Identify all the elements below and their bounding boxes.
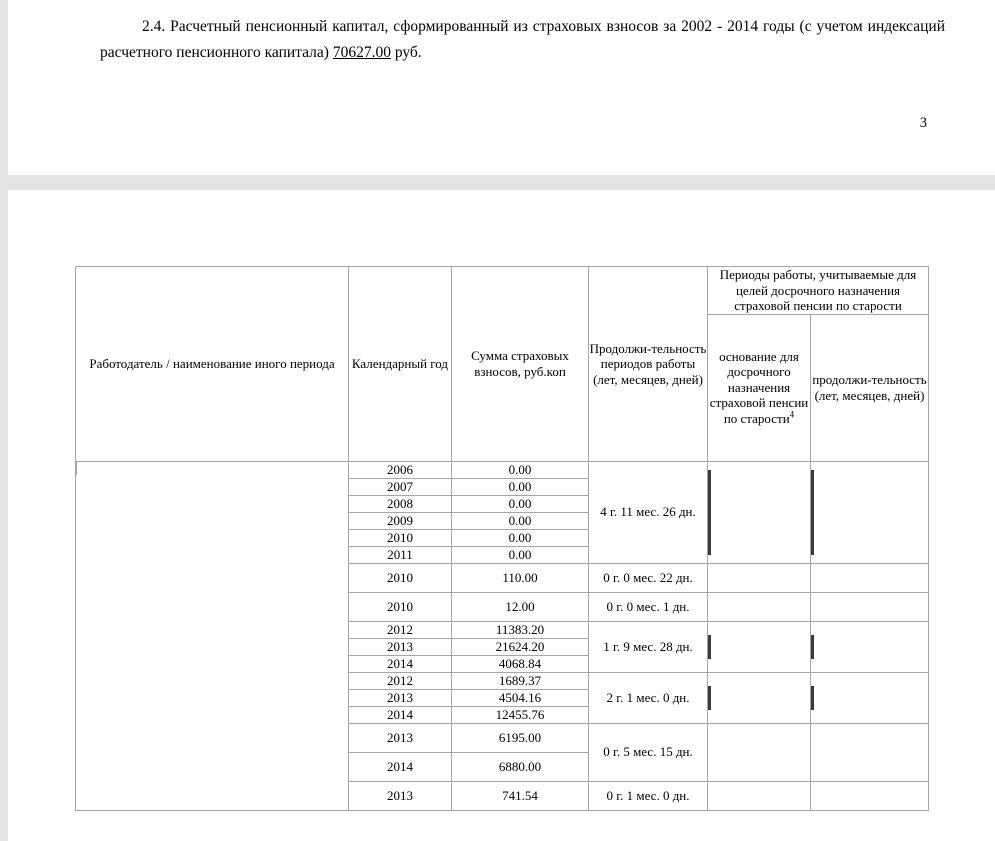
cell-duration: 2 г. 1 мес. 0 дн. [589, 672, 708, 723]
cell-calendar-year: 2014 [349, 706, 452, 723]
cell-contribution-sum: 110.00 [452, 563, 589, 592]
cell-contribution-sum: 0.00 [452, 461, 589, 478]
paragraph-text-after: руб. [394, 44, 422, 61]
header-early-duration: продолжи-тельность (лет, месяцев, дней) [811, 314, 929, 461]
table-row [76, 461, 929, 478]
header-early-basis [708, 314, 811, 461]
table-header-row-top [76, 267, 929, 315]
paragraph-2-4 [100, 14, 945, 66]
document-page-previous [8, 0, 995, 175]
cell-contribution-sum: 4068.84 [452, 655, 589, 672]
cell-calendar-year: 2014 [349, 752, 452, 781]
cell-early-duration [811, 781, 929, 810]
cell-contribution-sum: 0.00 [452, 495, 589, 512]
header-early-basis-footnote: 4 [789, 409, 795, 420]
cell-early-basis [708, 592, 811, 621]
table-header [76, 267, 929, 462]
cell-contribution-sum: 0.00 [452, 478, 589, 495]
cell-early-duration [811, 723, 929, 781]
cell-calendar-year: 2014 [349, 655, 452, 672]
header-calendar-year: Календарный год [349, 267, 452, 462]
cell-calendar-year: 2013 [349, 723, 452, 752]
cell-contribution-sum: 4504.16 [452, 689, 589, 706]
pension-capital-value: 70627.00 [332, 44, 391, 61]
cell-early-basis [708, 461, 811, 563]
header-early-basis-text: основание для досрочного назначения страховой пенсии по старости [709, 348, 809, 426]
cell-calendar-year: 2013 [349, 638, 452, 655]
cell-contribution-sum: 0.00 [452, 529, 589, 546]
cell-calendar-year: 2012 [349, 621, 452, 638]
cell-early-basis [708, 781, 811, 810]
header-duration: Продолжи-тельность периодов работы (лет, месяцев, дней) [589, 267, 708, 462]
cell-calendar-year: 2013 [349, 781, 452, 810]
cell-calendar-year: 2007 [349, 478, 452, 495]
cell-calendar-year: 2006 [349, 461, 452, 478]
cell-contribution-sum: 21624.20 [452, 638, 589, 655]
cell-calendar-year: 2010 [349, 529, 452, 546]
cell-early-duration [811, 461, 929, 563]
paragraph-text-before: 2.4. Расчетный пенсионный капитал, сформированный из страховых взносов за 2002 - 2014 годы (с учетом индексаций расчетного пенсионного капитала) [100, 18, 945, 61]
cell-contribution-sum: 6195.00 [452, 723, 589, 752]
cell-contribution-sum: 0.00 [452, 512, 589, 529]
header-employer: Работодатель / наименование иного периода [76, 267, 349, 462]
cell-calendar-year: 2008 [349, 495, 452, 512]
cell-early-duration [811, 672, 929, 723]
cell-duration: 0 г. 5 мес. 15 дн. [589, 723, 708, 781]
header-early-retirement-group: Периоды работы, учитываемые для целей досрочного назначения страховой пенсии по старости [708, 267, 929, 315]
table-body [76, 461, 929, 810]
cell-contribution-sum: 11383.20 [452, 621, 589, 638]
cell-employer [76, 461, 349, 810]
cell-early-basis [708, 723, 811, 781]
page-break-separator [0, 175, 995, 190]
cell-calendar-year: 2010 [349, 563, 452, 592]
cell-duration: 4 г. 11 мес. 26 дн. [589, 461, 708, 563]
cell-duration: 0 г. 0 мес. 22 дн. [589, 563, 708, 592]
contributions-table [75, 266, 929, 811]
cell-duration: 0 г. 1 мес. 0 дн. [589, 781, 708, 810]
page-number: 3 [919, 115, 927, 131]
contributions-table-wrapper [75, 266, 928, 811]
cell-calendar-year: 2012 [349, 672, 452, 689]
header-contribution-sum: Сумма страховых взносов, руб.коп [452, 267, 589, 462]
cell-duration: 1 г. 9 мес. 28 дн. [589, 621, 708, 672]
cell-calendar-year: 2009 [349, 512, 452, 529]
cell-early-basis [708, 621, 811, 672]
cell-calendar-year: 2010 [349, 592, 452, 621]
cell-contribution-sum: 741.54 [452, 781, 589, 810]
cell-early-basis [708, 563, 811, 592]
cell-contribution-sum: 6880.00 [452, 752, 589, 781]
cell-contribution-sum: 12.00 [452, 592, 589, 621]
cell-calendar-year: 2011 [349, 546, 452, 563]
document-page-current [8, 190, 995, 841]
cell-calendar-year: 2013 [349, 689, 452, 706]
cell-early-basis [708, 672, 811, 723]
cell-contribution-sum: 0.00 [452, 546, 589, 563]
cell-duration: 0 г. 0 мес. 1 дн. [589, 592, 708, 621]
cell-early-duration [811, 563, 929, 592]
cell-contribution-sum: 12455.76 [452, 706, 589, 723]
cell-contribution-sum: 1689.37 [452, 672, 589, 689]
cell-early-duration [811, 592, 929, 621]
cell-early-duration [811, 621, 929, 672]
